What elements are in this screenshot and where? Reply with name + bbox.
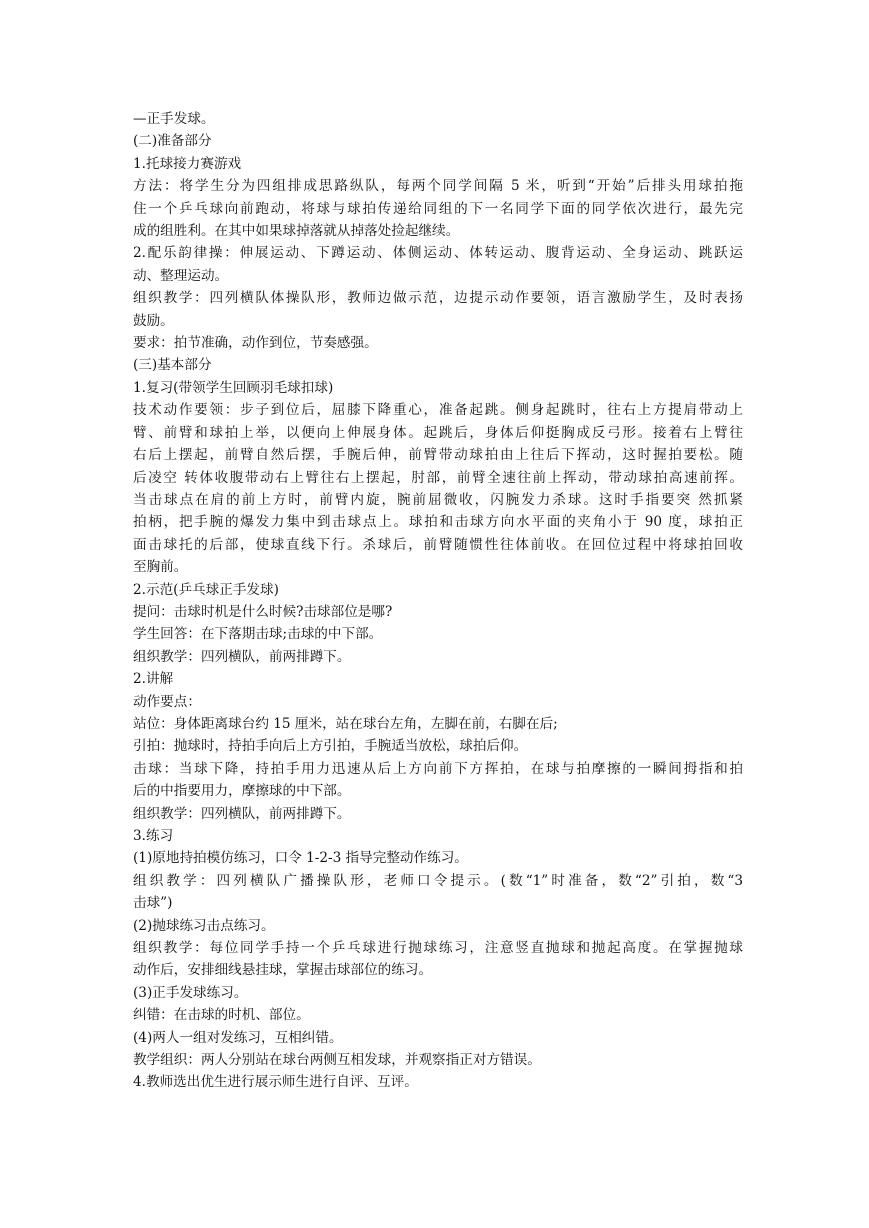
text-line: —正手发球。 [133,111,215,127]
text-line: (三)基本部分 [133,357,212,374]
text-line: 引拍：抛球时，持拍手向后上方引拍，手腕适当放松，球拍后仰。 [133,738,528,755]
text-line: 后的中指要用力，摩擦球的中下部。 [133,783,351,800]
text-line: 击球：当球下降，持拍手用力迅速从后上方向前下方挥拍，在球与拍摩擦的一瞬间拇指和拍 [133,760,743,777]
text-line: (1)原地持拍模仿练习，口令 1-2-3 指导完整动作练习。 [133,850,468,867]
text-line: 动作后，安排细线悬挂球，掌握击球部位的练习。 [133,962,433,979]
text-line: 学生回答：在下落期击球;击球的中下部。 [133,626,383,643]
text-line: 1.复习(带领学生回顾羽毛球扣球) [133,379,334,396]
text-line: 要求：拍节准确，动作到位，节奏感强。 [133,335,378,352]
text-line: 拍柄，把手腕的爆发力集中到击球点上。球拍和击球方向水平面的夹角小于 90 度，球拍正 [133,514,743,531]
text-line: (2)抛球练习击点练习。 [133,917,275,934]
text-line: 组织教学：每位同学手持一个乒乓球进行抛球练习，注意竖直抛球和抛起高度。在掌握抛球 [133,940,743,957]
text-line: 右后上摆起，前臂自然后摆，手腕后伸，前臂带动球拍由上往后下挥动，这时握拍要松。随 [133,447,743,464]
text-line: 成的组胜利。在其中如果球掉落就从掉落处捡起继续。 [133,223,460,240]
text-line: 提问：击球时机是什么时候?击球部位是哪? [133,603,393,620]
text-line: 2.示范(乒乓球正手发球) [133,581,279,598]
text-line: 纠错：在击球的时机、部位。 [133,1007,310,1024]
text-line: 后凌空 转体收腹带动右上臂往右上摆起，肘部，前臂全速往前上挥动，带动球拍高速前挥。 [133,469,743,486]
text-line: 动作要点： [133,693,201,710]
text-line: 站位：身体距离球台约 15 厘米，站在球台左角，左脚在前，右脚在后; [133,715,558,732]
text-line: 组织教学：四列横队体操队形，教师边做示范，边提示动作要领，语言激励学生，及时表扬 [133,290,743,307]
text-line: 至胸前。 [133,559,188,576]
text-line: 1.托球接力赛游戏 [133,155,242,172]
text-line: 鼓励。 [133,312,174,329]
text-line: 面击球托的后部，使球直线下行。杀球后，前臂随惯性往体前收。在回位过程中将球拍回收 [133,536,743,553]
text-line: 2.讲解 [133,671,174,688]
text-line: (二)准备部分 [133,133,212,150]
text-line: 3.练习 [133,828,174,844]
text-line: 组织教学：四列横队，前两排蹲下。 [133,805,351,822]
text-line: 组织教学：四列横队广播操队形，老师口令提示。(数“1”时准备，数“2”引拍，数“3 [133,872,743,889]
text-line: (3)正手发球练习。 [133,984,248,1001]
document-body [133,108,743,1094]
text-line: 4.教师选出优生进行展示师生进行自评、互评。 [133,1074,418,1091]
text-line: 当击球点在肩的前上方时，前臂内旋，腕前屈微收，闪腕发力杀球。这时手指要突 然抓紧 [133,491,743,508]
text-line: 组织教学：四列横队，前两排蹲下。 [133,648,351,665]
text-line: 击球”) [133,895,173,912]
text-line: 方法：将学生分为四组排成思路纵队，每两个同学间隔 5 米，听到“开始”后排头用球拍拖 [133,178,743,195]
text-line: 住一个乒乓球向前跑动，将球与球拍传递给同组的下一名同学下面的同学依次进行，最先完 [133,200,743,217]
text-line: 技术动作要领：步子到位后，屈膝下降重心，准备起跳。侧身起跳时，往右上方提肩带动上 [133,402,743,419]
text-line: 动、整理运动。 [133,267,229,284]
text-line: 臂、前臂和球拍上举，以便向上伸展身体。起跳后，身体后仰挺胸成反弓形。接着右上臂往 [133,424,743,441]
text-line: (4)两人一组对发练习，互相纠错。 [133,1029,343,1046]
text-line: 2.配乐韵律操：伸展运动、下蹲运动、体侧运动、体转运动、腹背运动、全身运动、跳跃运 [133,245,743,262]
text-line: 教学组织：两人分别站在球台两侧互相发球，并观察指正对方错误。 [133,1052,541,1069]
